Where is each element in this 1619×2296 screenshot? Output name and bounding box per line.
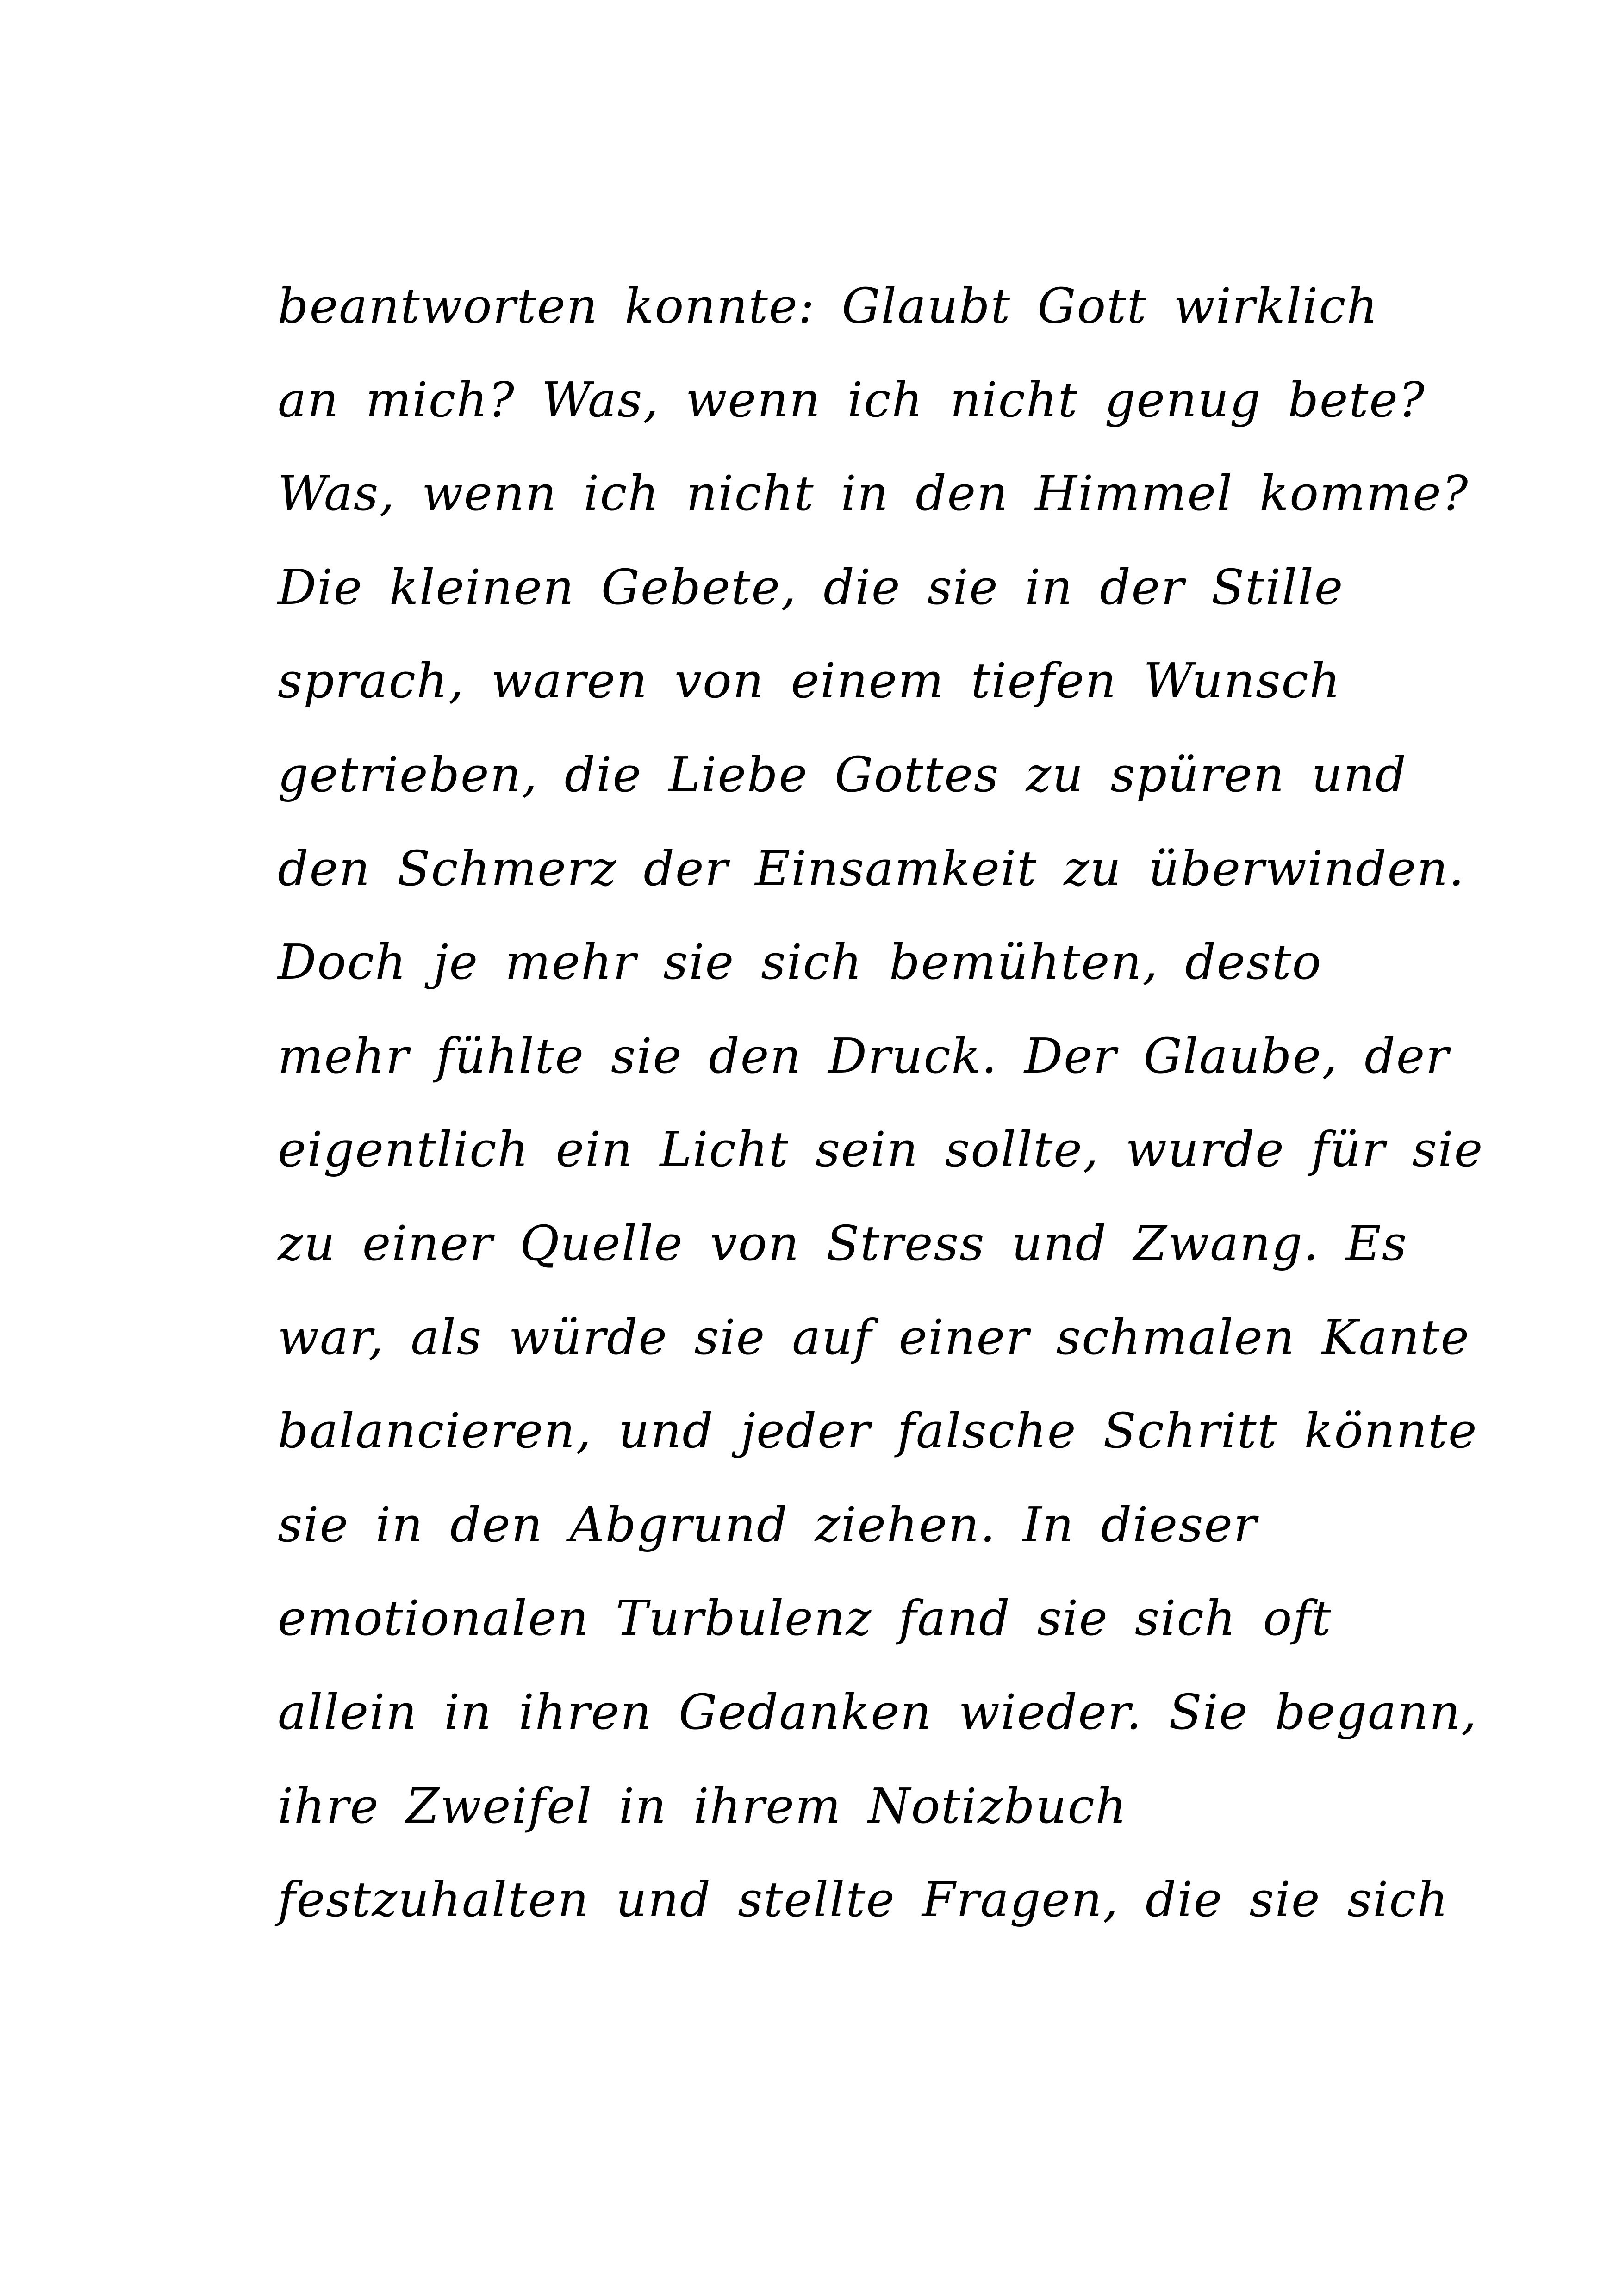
text-line: allein in ihren Gedanken wieder. Sie begann, (278, 1683, 1478, 1740)
text-line: sprach, waren von einem tiefen Wunsch (278, 652, 1341, 709)
text-line: sie in den Abgrund ziehen. In dieser (278, 1496, 1258, 1553)
text-line: emotionalen Turbulenz fand sie sich oft (278, 1590, 1332, 1647)
text-line: beantworten konnte: Glaubt Gott wirklich (278, 278, 1379, 334)
text-line: zu einer Quelle von Stress und Zwang. Es (278, 1215, 1408, 1272)
text-line: war, als würde sie auf einer schmalen Kante (278, 1309, 1470, 1365)
text-line: getrieben, die Liebe Gottes zu spüren und (278, 746, 1407, 803)
text-line: den Schmerz der Einsamkeit zu überwinden. (278, 840, 1465, 897)
text-line: Was, wenn ich nicht in den Himmel komme? (278, 465, 1469, 522)
text-line: Doch je mehr sie sich bemühten, desto (278, 934, 1322, 991)
text-line: balancieren, und jeder falsche Schritt könnte (278, 1402, 1478, 1459)
text-line: Die kleinen Gebete, die sie in der Stille (278, 558, 1344, 615)
text-line: festzuhalten und stellte Fragen, die sie sich (278, 1871, 1449, 1928)
text-line: ihre Zweifel in ihrem Notizbuch (278, 1777, 1127, 1834)
text-line: an mich? Was, wenn ich nicht genug bete? (278, 371, 1426, 428)
text-line: mehr fühlte sie den Druck. Der Glaube, der (278, 1027, 1450, 1084)
text-line: eigentlich ein Licht sein sollte, wurde für sie (278, 1121, 1484, 1178)
body-text (278, 259, 1484, 1947)
